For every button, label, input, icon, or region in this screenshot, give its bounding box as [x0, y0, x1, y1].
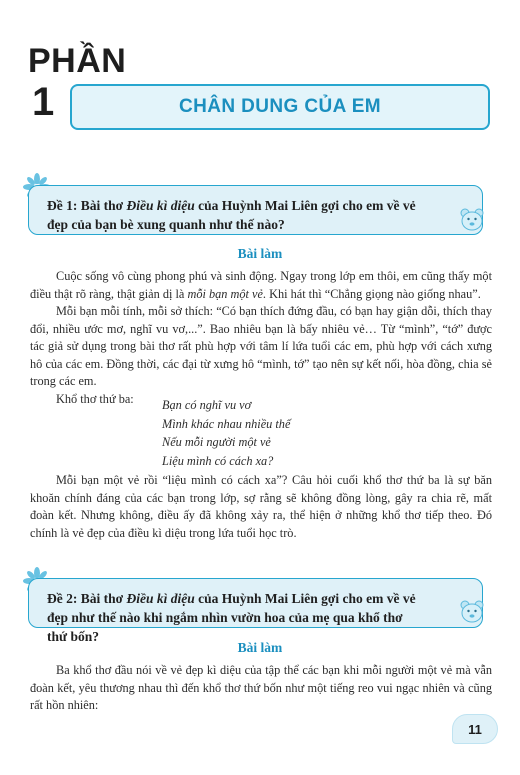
answer-heading-1: Bài làm	[237, 246, 283, 261]
poem-stanza	[162, 396, 290, 470]
paragraph-5: Ba khổ thơ đầu nói về vẻ đẹp kì diệu của tập thể các bạn khi mỗi người một vẻ mà vẫn đoàn kết, yêu thương nhau thì đến khổ thơ thứ bốn như một tiếng reo vui ngạc nhiên và cũng rất hồn nhiên:	[30, 663, 492, 712]
answer-1-body	[30, 268, 492, 408]
poem-line: Liệu mình có cách xa?	[162, 453, 274, 468]
part-label: PHẦN	[28, 42, 127, 80]
part-number: 1	[32, 80, 55, 124]
page-number: 11	[452, 714, 498, 744]
paragraph-1: Cuộc sống vô cùng phong phú và sinh động. Ngay trong lớp em thôi, em cũng thấy một điều thật rõ ràng, thật giản dị là mỗi bạn một vẻ. Khi hát thì “Chẳng giọng nào giống nhau”.	[30, 269, 492, 301]
part-title-banner	[70, 84, 490, 130]
answer-heading-2: Bài làm	[237, 640, 283, 655]
paragraph-2: Mỗi bạn mỗi tính, mỗi sở thích: “Có bạn thích đứng đầu, có bạn hay giận dỗi, thích thay đổi, nhiều ước mơ, nghĩ vu vơ,...”. Bao nhiêu bạn là bấy nhiêu vẻ… Từ “mình”, “tớ” được tác giả sử dụng trong bài thơ rất phù hợp với tâm lí lứa tuổi các em, phù hợp với cách xưng hô của các em. Đồng thời, các đại từ xưng hô “mình, tớ” tạo nên sự kết nối, hòa đồng, chia sẻ trong các em.	[30, 304, 492, 388]
poem-line: Mình khác nhau nhiều thế	[162, 416, 291, 431]
question-box-1	[28, 185, 483, 235]
question-2-text: Đề 2: Bài thơ Điều kì diệu của Huỳnh Mai Liên gợi cho em về vẻ đẹp như thế nào khi ngắm nhìn vườn hoa của mẹ qua khổ thơ thứ bốn?	[47, 591, 416, 645]
answer-2-body	[30, 662, 492, 715]
teddy-bear-icon	[456, 206, 488, 234]
paragraph-4: Mỗi bạn một vẻ rồi “liệu mình có cách xa”? Câu hỏi cuối khổ thơ thứ ba là sự băn khoăn chính đáng của các bạn trong lớp, sợ rằng sẽ không đồng lòng, gây ra chia rẽ, mất đoàn kết. Nhưng không, điều ấy đã không xảy ra, thể hiện ở những khổ thơ tiếp theo. Đó chính là vẻ đẹp của điều kì diệu trong lứa tuổi học trò.	[30, 473, 492, 540]
answer-1-body-continued	[30, 472, 492, 542]
question-1-text: Đề 1: Bài thơ Điều kì diệu của Huỳnh Mai Liên gợi cho em về vẻ đẹp của bạn bè xung quanh như thế nào?	[47, 198, 416, 233]
teddy-bear-icon	[456, 598, 488, 626]
part-title: CHÂN DUNG CỦA EM	[178, 96, 382, 117]
paragraph-3: Khổ thơ thứ ba:	[56, 391, 134, 406]
poem-line: Bạn có nghĩ vu vơ	[162, 398, 252, 412]
poem-line: Nếu mỗi người một vẻ	[162, 435, 271, 449]
question-box-2	[28, 578, 483, 645]
